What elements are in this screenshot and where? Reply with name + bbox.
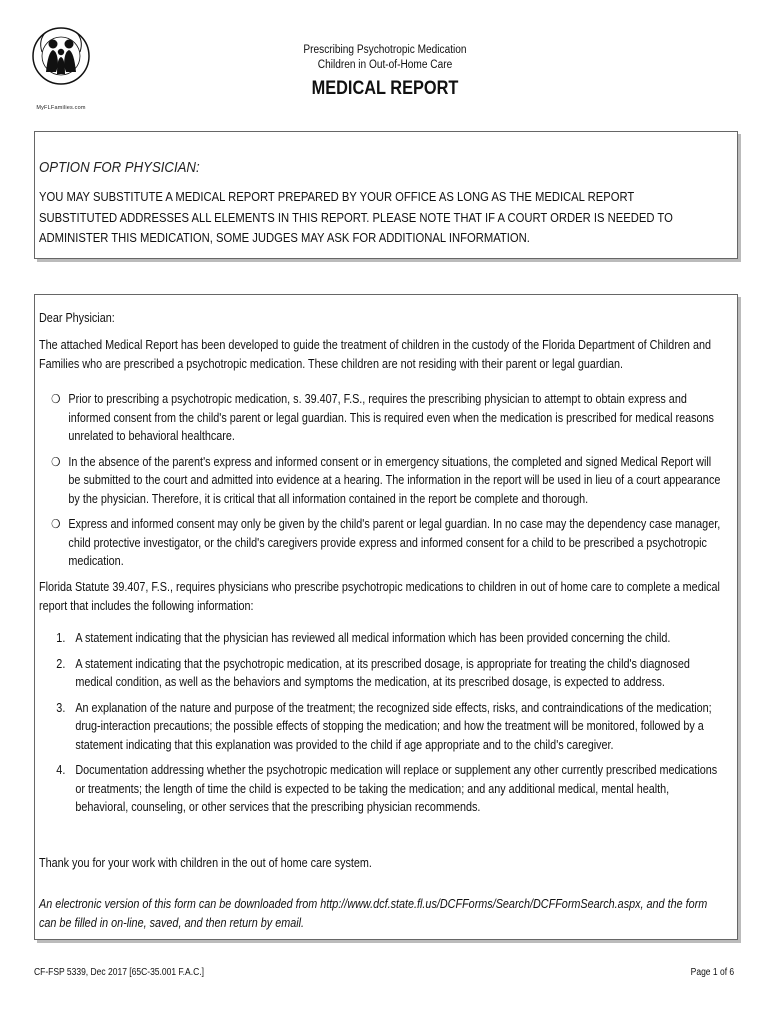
list-item [51, 453, 721, 509]
page-title: MEDICAL REPORT [311, 78, 459, 99]
page-number: Page 1 of 6 [690, 967, 734, 978]
item-text: A statement indicating that the psychotropic medication, at its prescribed dosage, is appropriate for treating the child's diagnosed medical condition, as well as the behaviors and symptoms the medication, at its prescribed dosage, is expected to address. [75, 656, 690, 689]
item-number: 1. [56, 631, 66, 645]
list-item [56, 699, 722, 755]
item-number: 4. [56, 763, 66, 777]
option-body: YOU MAY SUBSTITUTE A MEDICAL REPORT PREPARED BY YOUR OFFICE AS LONG AS THE MEDICAL REPORT SUBSTITUTED ADDRESSES ALL ELEMENTS IN THIS REPORT. PLEASE NOTE THAT IF A COURT ORDER IS NEEDED TO ADMINISTER THIS MEDICATION, SOME JUDGES MAY ASK FOR ADDITIONAL INFORMATION. [39, 189, 673, 245]
list-item [51, 390, 721, 446]
dear-physician-box [34, 294, 738, 940]
item-number: 2. [56, 656, 66, 671]
electronic-version-note: An electronic version of this form can be downloaded from http://www.dcf.state.fl.us/DCFForms/Search/DCFFormSearch.aspx, and the form can be filled in on-line, saved, and then return by email. [39, 897, 708, 930]
salutation: Dear Physician: [39, 311, 115, 325]
list-item [56, 761, 722, 817]
list-item [56, 629, 722, 648]
logo-url-text: MyFLFamilies.com [36, 105, 86, 111]
form-identifier: CF-FSP 5339, Dec 2017 [65C-35.001 F.A.C.] [34, 967, 204, 978]
requirements-list [56, 629, 722, 824]
intro-paragraph: The attached Medical Report has been developed to guide the treatment of children in the custody of the Florida Department of Children and Families who are prescribed a psychotropic medication. These children are not residing with their parent or legal guardian. [39, 338, 711, 371]
thanks-paragraph: Thank you for your work with children in the out of home care system. [39, 856, 372, 870]
option-title: OPTION FOR PHYSICIAN: [39, 159, 200, 176]
option-for-physician-box [34, 131, 738, 259]
bullet-text: Prior to prescribing a psychotropic medication, s. 39.407, F.S., requires the prescribing physician to attempt to obtain express and informed consent from the child's parent or legal guardian. This is required even when the medication is prescribed for medical reasons unrelated to behavioral healthcare. [68, 392, 714, 443]
consent-bullet-list [51, 390, 721, 578]
bullet-text: Express and informed consent may only be given by the child's parent or legal guardian. In no case may the dependency case manager, child protective investigator, or the child's caregivers provide express and informed consent for a child to be prescribed a psychotropic medication. [68, 517, 721, 568]
list-item [56, 655, 722, 692]
item-text: An explanation of the nature and purpose of the treatment; the recognized side effects, risks, and contraindications of the medication; drug-interaction precautions; the possible effects of stopping the medication; and how the treatment will be monitored, followed by a statement indicating that this explanation was provided to the child if age appropriate and to the child's caregiver. [75, 700, 712, 752]
item-text: Documentation addressing whether the psychotropic medication will replace or supplement any other currently prescribed medications or treatments; the length of time the child is expected to be taking the medication; and any additional medical, mental health, behavioral, counseling, or other services that the prescribing physician recommends. [75, 763, 718, 814]
item-number: 3. [56, 700, 66, 715]
header-line-2: Children in Out-of-Home Care [317, 59, 453, 71]
statute-paragraph: Florida Statute 39.407, F.S., requires physicians who prescribe psychotropic medications to children in out of home care to complete a medical report that includes the following information: [39, 580, 720, 613]
circle-bullet-icon: ❍ [51, 517, 61, 531]
list-item [51, 515, 721, 571]
page-header [0, 43, 770, 103]
circle-bullet-icon: ❍ [51, 392, 61, 406]
circle-bullet-icon: ❍ [51, 454, 61, 469]
item-text: A statement indicating that the physician has reviewed all medical information which has been provided concerning the child. [75, 631, 671, 645]
bullet-text: In the absence of the parent's express and informed consent or in emergency situations, the completed and signed Medical Report will be submitted to the court and admitted into evidence at a hearing. The information in the report will be used in lieu of a court appearance by the physician. Therefore, it is critical that all information contained in the report be complete and thorough. [68, 454, 721, 506]
header-line-1: Prescribing Psychotropic Medication [303, 44, 467, 56]
